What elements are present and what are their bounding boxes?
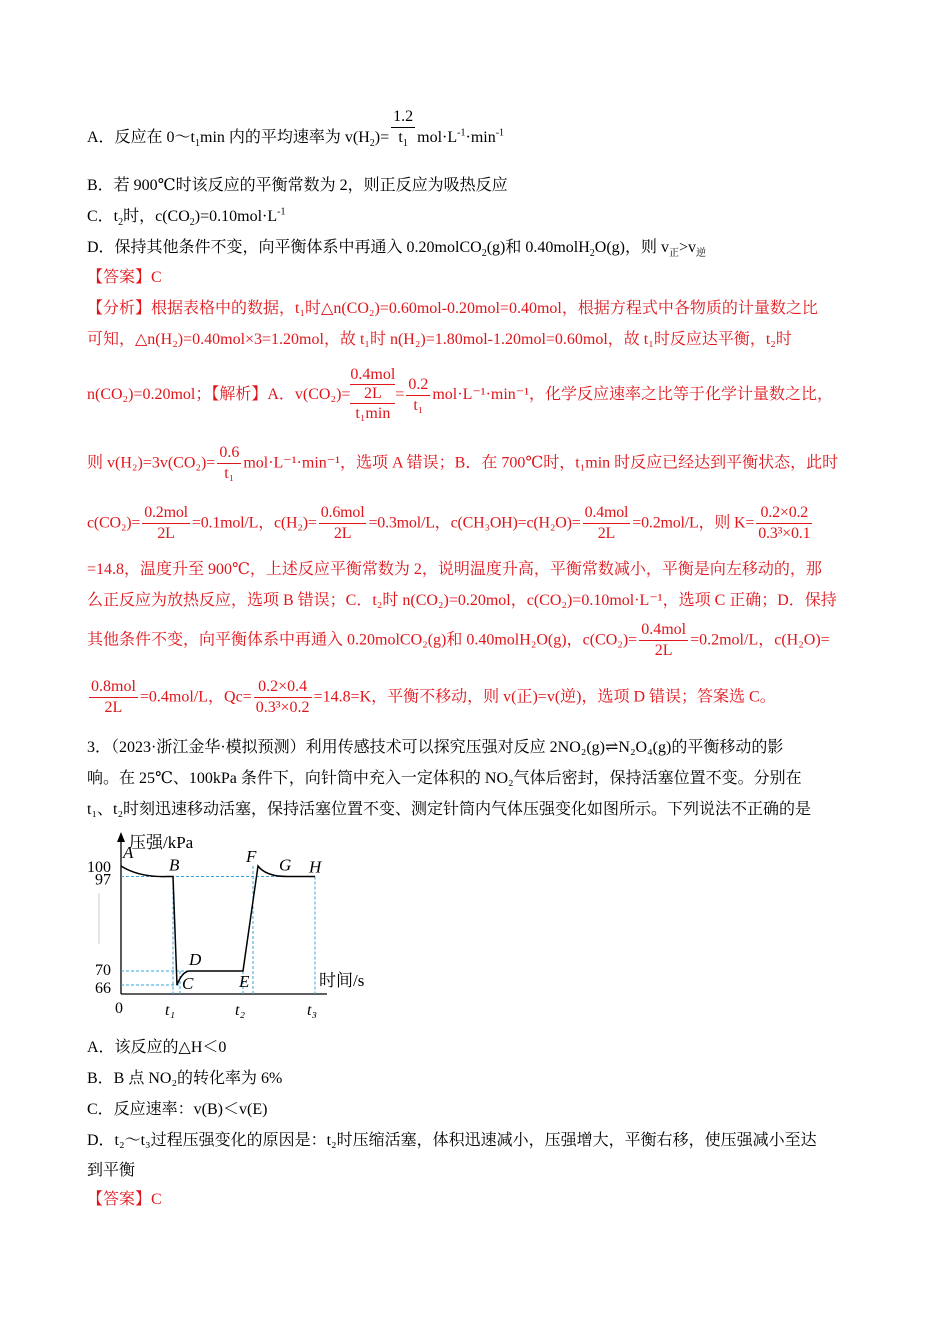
- frac-den: 0.3³×0.2: [255, 699, 310, 716]
- x-axis-label: 时间/s: [319, 971, 365, 990]
- frac-num: 0.6: [219, 444, 240, 461]
- line5-d: =0.2mol/L，则 K=: [632, 514, 755, 532]
- frac-num: 0.8mol: [91, 678, 136, 695]
- point-label-D: D: [189, 950, 202, 969]
- option-a: A．反应在 $0\sim t_1\min$ 内的平均速率为 $v(H_2)=$ $\frac{1.2}{t_1}$ $mol\cdot L^{-1}\cdot\min^{-1}$: [87, 107, 505, 150]
- analysis-line-8: [87, 620, 830, 661]
- y-tick-70: 70: [95, 962, 111, 979]
- point-label-F: F: [246, 847, 257, 866]
- option-b: B．若 900℃时该反应的平衡常数为 2，则正反应为吸热反应: [87, 177, 508, 194]
- point-label-A: A: [123, 843, 134, 862]
- frac-den: 2L: [319, 523, 367, 544]
- option-a-text-post: )=: [374, 129, 390, 146]
- line8-post: =0.2mol/L，c(H₂O)=: [690, 631, 830, 649]
- unit-text: mol·L: [417, 129, 458, 146]
- v-forward-sub: 正: [669, 248, 680, 260]
- line9-b: =14.8=K，平衡不移动，则 v(正)=v(逆)，选项 D 错误；答案选 C。: [313, 688, 776, 706]
- frac-num: 0.2×0.2: [760, 504, 809, 521]
- frac-den: 2L: [583, 523, 631, 544]
- nested-mid: 2L: [350, 384, 395, 403]
- frac-num: 0.2×0.4: [258, 678, 308, 695]
- q3-stem-3: t₁、t₂时刻迅速移动活塞，保持活塞位置不变、测定针筒内气体压强变化如图所示。下列说法不正确的是: [87, 801, 812, 818]
- option-c-pre: C．t: [87, 208, 119, 225]
- option-d-pre: D．保持其他条件不变，向平衡体系中再通入 0.20molCO: [87, 239, 482, 256]
- denominator-text: t: [398, 128, 403, 146]
- y-axis-label: 压强/kPa: [129, 833, 194, 852]
- fraction-h2o: [89, 677, 138, 718]
- rate-fraction: [391, 107, 415, 148]
- q3-option-d-1: D．t₂～t₃过程压强变化的原因是：t₂时压缩活塞，体积迅速减小，压强增大，平衡右移，使压强减小至达: [87, 1132, 817, 1149]
- option-a-text-mid: min 内的平均速率为 v(H: [200, 129, 370, 146]
- x-tick-t3: t₃: [307, 1002, 318, 1019]
- q3-option-c: C．反应速率：v(B)＜v(E): [87, 1101, 268, 1118]
- point-label-E: E: [239, 972, 250, 991]
- line5-b: =0.1mol/L，c(H₂)=: [191, 514, 317, 532]
- frac-den: 0.3³×0.1: [758, 525, 811, 542]
- nested-top: 0.4mol: [350, 366, 396, 383]
- frac-num: 0.4mol: [584, 504, 629, 521]
- y-tick-100: 100: [87, 859, 111, 876]
- q3-option-d-2: 到平衡: [87, 1162, 136, 1179]
- x-tick-0: 0: [115, 1000, 123, 1017]
- point-label-G: G: [279, 855, 292, 875]
- v-reverse-sub: 逆: [696, 248, 707, 260]
- line3-post: mol·L⁻¹·min⁻¹，化学反应速率之比等于化学计量数之比，: [432, 386, 834, 403]
- line3-pre: n(CO₂)=0.20mol；【解析】A．v(CO₂)=: [87, 386, 351, 403]
- fraction-numerator: 1.2: [393, 107, 414, 125]
- fraction-0.2: [406, 375, 430, 416]
- fraction-co2: [142, 503, 190, 544]
- analysis-line-7: 么正反应为放热反应，选项 B 错误；C．t₂时 n(CO₂)=0.20mol，c(CO₂)=0.10mol·L⁻¹，选项 C 正确；D．保持: [87, 592, 837, 609]
- analysis-line-2: 可知，△n(H₂)=0.40mol×3=1.20mol，故 t₁时 n(H₂)=1.80mol-1.20mol=0.60mol，故 t₁时反应达平衡，t₂时: [87, 331, 792, 348]
- pressure-curve: [121, 866, 315, 985]
- y-tick-97: 97: [95, 871, 111, 889]
- nested-fraction: [350, 366, 395, 424]
- option-c: C．$t_2$时，$c(CO_2)=0.10mol\cdot L^{-1}$: [87, 206, 286, 229]
- fraction-k: [756, 503, 812, 544]
- frac-num: 0.4mol: [641, 621, 687, 638]
- line4-pre: 则 v(H₂)=3v(CO₂)=: [87, 454, 216, 472]
- frac-num: 0.6mol: [320, 504, 365, 521]
- analysis-line-3: n(CO₂)=0.20mol；【解析】A．v(CO₂)= 0.4mol 2L t₁min = $\frac{0.2}{\text{t₁}}$ mol·L⁻¹·min⁻¹，化学反应速率之比等于化学计量数之比，: [87, 366, 834, 422]
- fraction-qc: [254, 677, 312, 718]
- fraction-denominator: $t_1$: [391, 127, 415, 148]
- line8-pre: 其他条件不变，向平衡体系中再通入 0.20molCO₂(g)和 0.40molH₂O(g)，c(CO₂)=: [87, 631, 638, 649]
- option-c-post: )=0.10mol·L: [194, 208, 278, 225]
- point-label-H: H: [309, 857, 322, 877]
- analysis-line-1: 【分析】根据表格中的数据，t₁时△n(CO₂)=0.60mol-0.20mol=0.40mol，根据方程式中各物质的计量数之比: [87, 300, 818, 317]
- frac-num: 0.2: [408, 375, 429, 393]
- option-a-text: A．反应在 0～t: [87, 129, 196, 146]
- q3-stem-2: 响。在 25℃、100kPa 条件下，向针筒中充入一定体积的 NO₂气体后密封，保持活塞位置不变。分别在: [87, 770, 802, 787]
- frac-den: 2L: [639, 640, 688, 661]
- frac-num: 0.2mol: [144, 504, 188, 521]
- q3-option-a: A．该反应的△H＜0: [87, 1039, 227, 1056]
- unit-text-2: ·min: [465, 129, 496, 146]
- q2-answer: 【答案】C: [87, 269, 162, 286]
- frac-den: 2L: [89, 697, 138, 718]
- y-axis-arrow: [117, 832, 125, 842]
- option-d-post: O(g)，则 v: [594, 239, 670, 256]
- fraction-co2-d: [639, 620, 688, 661]
- point-label-B: B: [169, 855, 180, 875]
- option-c-mid: 时，c(CO: [123, 208, 190, 225]
- analysis-line-9: [87, 677, 776, 718]
- line5-a: c(CO₂)=: [87, 514, 141, 532]
- line9-a: =0.4mol/L，Qc=: [139, 688, 252, 706]
- line5-c: =0.3mol/L，c(CH₃OH)=c(H₂O)=: [368, 514, 581, 532]
- fraction-0.6: [217, 443, 241, 484]
- q3-answer: 【答案】C: [87, 1191, 162, 1208]
- nested-bot: t₁min: [350, 403, 395, 424]
- frac-den: t₁: [406, 395, 430, 416]
- pressure-time-chart: [87, 828, 387, 1022]
- q3-option-b: B．B 点 NO₂的转化率为 6%: [87, 1070, 283, 1087]
- analysis-line-5: [87, 503, 814, 544]
- point-label-C: C: [182, 974, 194, 993]
- analysis-line-6: =14.8，温度升至 900℃，上述反应平衡常数为 2，说明温度升高，平衡常数减小，平衡是向左移动的，那: [87, 561, 822, 578]
- option-d: D．保持其他条件不变，向平衡体系中再通入 0.20molCO$_2$(g)和 0.40molH$_2$O(g)，则 $v_正>v_逆$: [87, 239, 707, 260]
- frac-den: t₁: [217, 463, 241, 484]
- fraction-h2: [319, 503, 367, 544]
- q3-stem-1: 3．（2023·浙江金华·模拟预测）利用传感技术可以探究压强对反应 2NO₂(g)⇌N₂O₄(g)的平衡移动的影: [87, 739, 784, 756]
- analysis-line-4: [87, 443, 838, 484]
- fraction-ch3oh: [583, 503, 631, 544]
- line4-post: mol·L⁻¹·min⁻¹，选项 A 错误；B．在 700℃时，t₁min 时反应已经达到平衡状态，此时: [243, 454, 839, 472]
- y-tick-66: 66: [95, 980, 111, 997]
- x-tick-t1: t₁: [165, 1002, 176, 1019]
- option-d-gt: >v: [679, 239, 697, 256]
- frac-den: 2L: [142, 523, 190, 544]
- x-tick-t2: t₂: [235, 1002, 246, 1019]
- option-d-mid: (g)和 0.40molH: [486, 239, 590, 256]
